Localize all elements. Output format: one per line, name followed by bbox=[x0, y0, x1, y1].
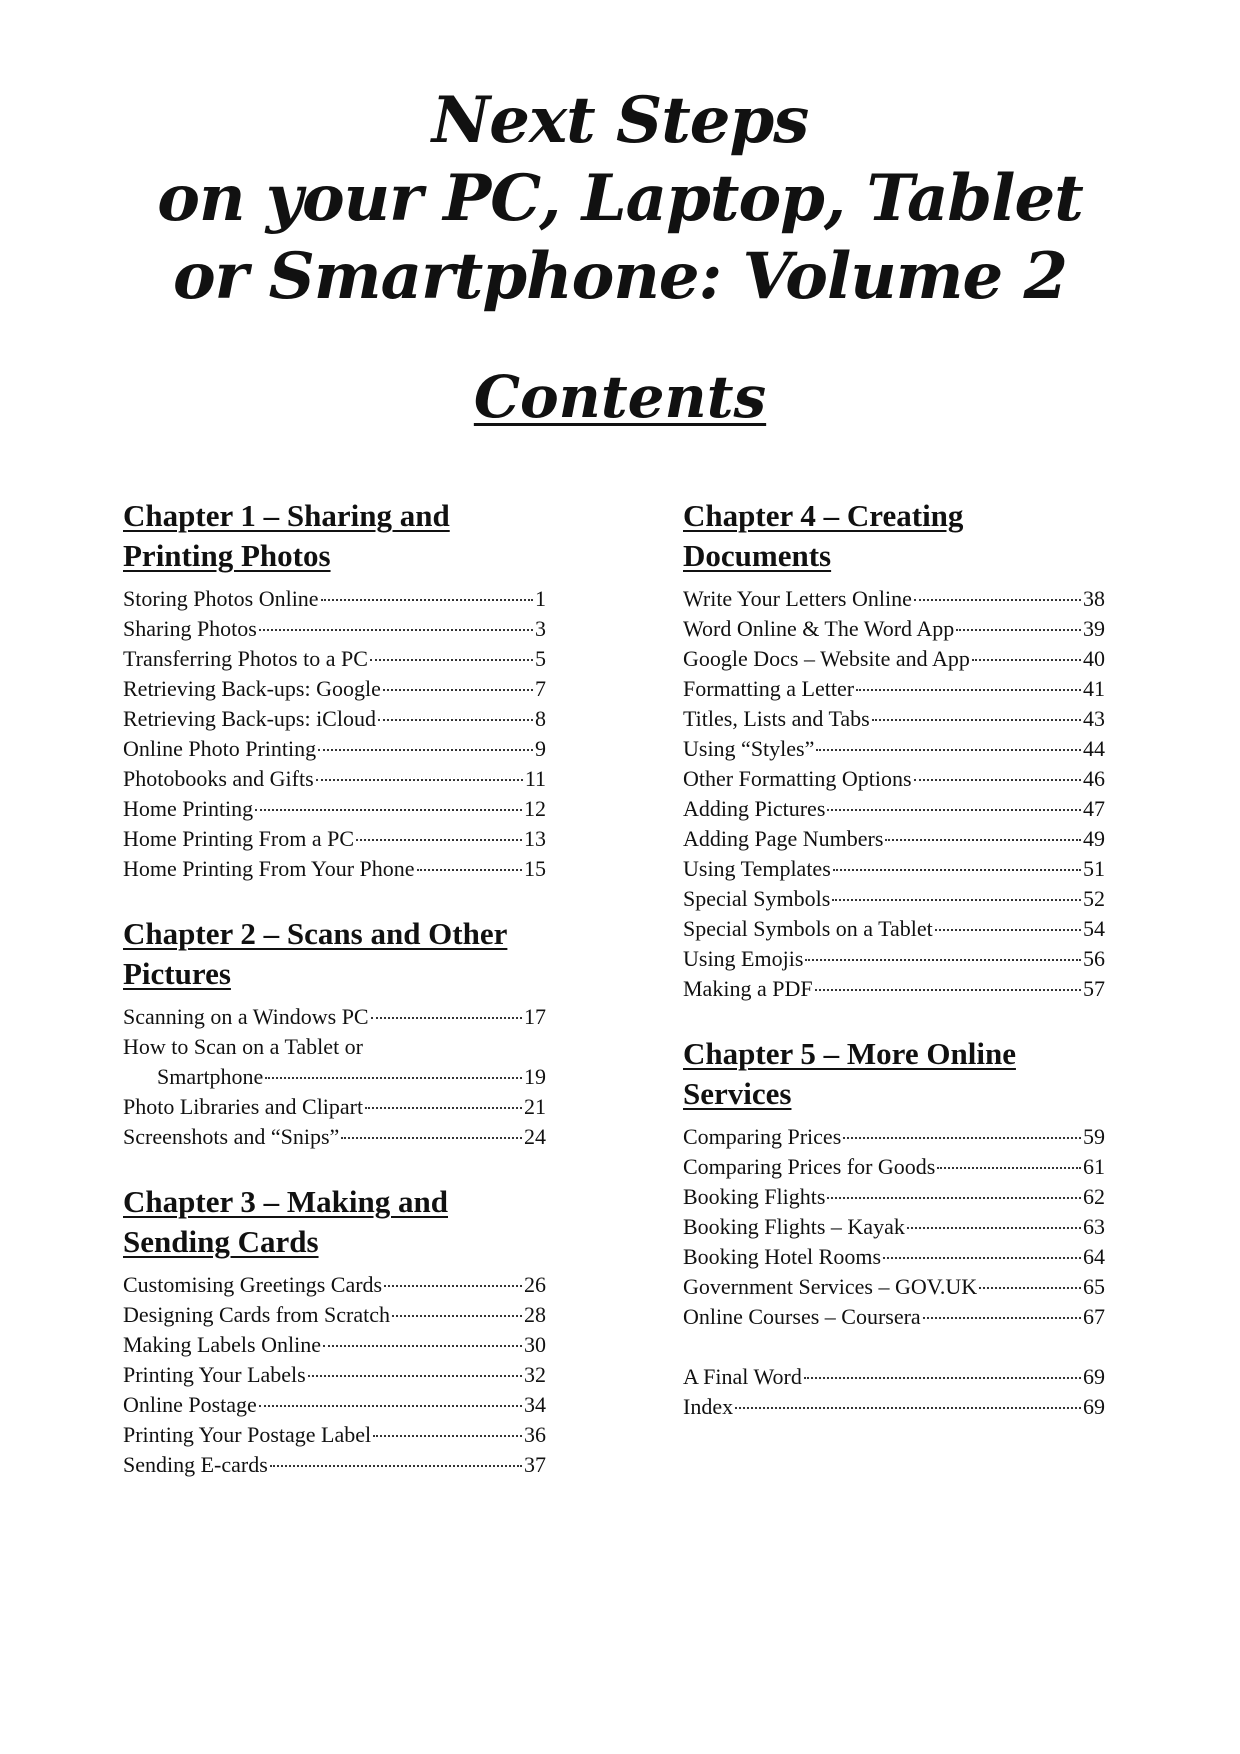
toc-entry-page: 26 bbox=[524, 1272, 546, 1297]
toc-entry-label: Transferring Photos to a PC bbox=[123, 646, 368, 671]
toc-entry-label: Adding Page Numbers bbox=[683, 826, 884, 851]
toc-entry-label: Word Online & The Word App bbox=[683, 616, 955, 641]
dot-leader bbox=[804, 1376, 1081, 1379]
toc-entry[interactable] bbox=[123, 854, 546, 884]
toc-entry-label: Sharing Photos bbox=[123, 616, 257, 641]
toc-entry[interactable] bbox=[123, 734, 546, 764]
dot-leader bbox=[356, 838, 522, 841]
toc-entry-label: Home Printing From a PC bbox=[123, 826, 355, 851]
toc-entry[interactable] bbox=[123, 674, 546, 704]
toc-entry[interactable] bbox=[123, 1330, 546, 1360]
toc-entry[interactable] bbox=[683, 884, 1105, 914]
toc-entries bbox=[123, 1270, 546, 1480]
toc-entry-label: Online Photo Printing bbox=[123, 736, 317, 761]
toc-entry[interactable] bbox=[683, 824, 1105, 854]
title-line-2: on your PC, Laptop, Tablet bbox=[157, 161, 1083, 236]
toc-entry[interactable] bbox=[123, 1270, 546, 1300]
dot-leader bbox=[270, 1464, 522, 1467]
toc-entry-label: Booking Flights bbox=[683, 1184, 826, 1209]
contents-heading-text: Contents bbox=[473, 363, 767, 431]
toc-entry[interactable] bbox=[683, 854, 1105, 884]
dot-leader bbox=[373, 1434, 522, 1437]
toc-entry-page: 17 bbox=[524, 1004, 546, 1029]
dot-leader bbox=[827, 808, 1081, 811]
toc-entry-page: 67 bbox=[1083, 1304, 1105, 1329]
toc-entry-page: 8 bbox=[535, 706, 546, 731]
toc-entry[interactable] bbox=[683, 914, 1105, 944]
toc-entry-label: Retrieving Back-ups: iCloud bbox=[123, 706, 376, 731]
toc-entry-label: A Final Word bbox=[683, 1364, 802, 1389]
book-title bbox=[0, 82, 1240, 316]
toc-entry[interactable] bbox=[683, 944, 1105, 974]
toc-entry-label: Smartphone bbox=[157, 1064, 264, 1089]
toc-entry-page: 5 bbox=[535, 646, 546, 671]
toc-entry-final-word[interactable] bbox=[683, 1362, 1105, 1392]
toc-entry-label: Using Templates bbox=[683, 856, 831, 881]
dot-leader bbox=[914, 598, 1081, 601]
toc-entry-label: Titles, Lists and Tabs bbox=[683, 706, 870, 731]
chapter-heading-line: Printing Photos bbox=[123, 538, 331, 573]
dot-leader bbox=[259, 628, 533, 631]
dot-leader bbox=[318, 748, 533, 751]
toc-entry-label: Printing Your Labels bbox=[123, 1362, 306, 1387]
toc-entry-label: Scanning on a Windows PC bbox=[123, 1004, 369, 1029]
toc-entry[interactable] bbox=[123, 1390, 546, 1420]
toc-entry-label: Designing Cards from Scratch bbox=[123, 1302, 390, 1327]
toc-entry[interactable] bbox=[123, 824, 546, 854]
toc-entry-page: 15 bbox=[524, 856, 546, 881]
dot-leader bbox=[383, 688, 533, 691]
toc-entry[interactable] bbox=[683, 794, 1105, 824]
chapter-heading bbox=[123, 1182, 546, 1262]
dot-leader bbox=[365, 1106, 522, 1109]
toc-entry-label: Screenshots and “Snips” bbox=[123, 1124, 340, 1149]
toc-entry-page: 64 bbox=[1083, 1244, 1105, 1269]
toc-entry-page: 62 bbox=[1083, 1184, 1105, 1209]
toc-entry-label: Making a PDF bbox=[683, 976, 813, 1001]
toc-entry[interactable] bbox=[683, 644, 1105, 674]
toc-entry-label: Using Emojis bbox=[683, 946, 804, 971]
toc-entry-page: 56 bbox=[1083, 946, 1105, 971]
dot-leader bbox=[735, 1406, 1081, 1409]
toc-entry-page: 3 bbox=[535, 616, 546, 641]
toc-entry-page: 65 bbox=[1083, 1274, 1105, 1299]
chapter-4 bbox=[683, 496, 1105, 1004]
dot-leader bbox=[815, 988, 1081, 991]
chapter-heading bbox=[123, 496, 546, 576]
title-line-1: Next Steps bbox=[431, 83, 809, 158]
dot-leader bbox=[316, 778, 523, 781]
toc-entry-page: 34 bbox=[524, 1392, 546, 1417]
toc-entry[interactable] bbox=[123, 614, 546, 644]
toc-entry-page: 57 bbox=[1083, 976, 1105, 1001]
toc-entry-page: 36 bbox=[524, 1422, 546, 1447]
toc-entry-label: Adding Pictures bbox=[683, 796, 826, 821]
toc-entry-label: Home Printing bbox=[123, 796, 254, 821]
toc-entry[interactable] bbox=[123, 1360, 546, 1390]
chapter-heading bbox=[123, 914, 546, 994]
toc-entry-label: Online Courses – Coursera bbox=[683, 1304, 921, 1329]
chapter-heading-line: Chapter 1 – Sharing and bbox=[123, 498, 450, 533]
toc-entry[interactable] bbox=[123, 764, 546, 794]
chapter-2 bbox=[123, 914, 546, 1152]
dot-leader bbox=[816, 748, 1081, 751]
toc-entry-label: Government Services – GOV.UK bbox=[683, 1274, 978, 1299]
toc-entry-label: Special Symbols on a Tablet bbox=[683, 916, 933, 941]
toc-entries bbox=[123, 584, 546, 884]
dot-leader bbox=[956, 628, 1081, 631]
toc-entry-page: 49 bbox=[1083, 826, 1105, 851]
toc-entry-page: 59 bbox=[1083, 1124, 1105, 1149]
toc-entry-page: 69 bbox=[1083, 1394, 1105, 1419]
toc-entry-page: 39 bbox=[1083, 616, 1105, 641]
toc-entry-label: Customising Greetings Cards bbox=[123, 1272, 383, 1297]
toc-entry-page: 1 bbox=[535, 586, 546, 611]
dot-leader bbox=[265, 1076, 522, 1079]
toc-entry-page: 47 bbox=[1083, 796, 1105, 821]
dot-leader bbox=[843, 1136, 1081, 1139]
dot-leader bbox=[384, 1284, 522, 1287]
dot-leader bbox=[259, 1404, 522, 1407]
toc-entry[interactable] bbox=[683, 584, 1105, 614]
toc-entry-label: Sending E-cards bbox=[123, 1452, 268, 1477]
toc-entry-label: How to Scan on a Tablet or bbox=[123, 1034, 364, 1059]
toc-entry[interactable] bbox=[683, 614, 1105, 644]
toc-right-column bbox=[683, 496, 1105, 1422]
toc-entry-label: Index bbox=[683, 1394, 734, 1419]
title-line-3: or Smartphone: Volume 2 bbox=[172, 239, 1068, 314]
dot-leader bbox=[417, 868, 522, 871]
chapter-1 bbox=[123, 496, 546, 884]
toc-entry[interactable] bbox=[123, 1122, 546, 1152]
toc-entry[interactable] bbox=[123, 1062, 546, 1092]
toc-entry-label: Formatting a Letter bbox=[683, 676, 855, 701]
toc-entry-page: 40 bbox=[1083, 646, 1105, 671]
toc-entry-page: 69 bbox=[1083, 1364, 1105, 1389]
toc-entry-label: Booking Hotel Rooms bbox=[683, 1244, 882, 1269]
toc-entry-label: Comparing Prices bbox=[683, 1124, 842, 1149]
toc-entry-page: 28 bbox=[524, 1302, 546, 1327]
dot-leader bbox=[923, 1316, 1081, 1319]
chapter-heading-line: Chapter 3 – Making and bbox=[123, 1184, 448, 1219]
dot-leader bbox=[378, 718, 533, 721]
dot-leader bbox=[341, 1136, 522, 1139]
dot-leader bbox=[914, 778, 1081, 781]
toc-entry[interactable] bbox=[683, 1242, 1105, 1272]
dot-leader bbox=[856, 688, 1081, 691]
toc-entry-label: Google Docs – Website and App bbox=[683, 646, 970, 671]
toc-entries bbox=[683, 1122, 1105, 1332]
toc-entry-page: 9 bbox=[535, 736, 546, 761]
toc-entry[interactable] bbox=[683, 974, 1105, 1004]
toc-entry[interactable] bbox=[683, 704, 1105, 734]
toc-entry[interactable] bbox=[123, 644, 546, 674]
toc-entry-label: Comparing Prices for Goods bbox=[683, 1154, 936, 1179]
dot-leader bbox=[323, 1344, 522, 1347]
dot-leader bbox=[885, 838, 1081, 841]
dot-leader bbox=[370, 658, 533, 661]
toc-entry-page: 44 bbox=[1083, 736, 1105, 761]
toc-entry[interactable] bbox=[683, 674, 1105, 704]
toc-entry[interactable] bbox=[683, 734, 1105, 764]
chapter-heading-line: Chapter 2 – Scans and Other bbox=[123, 916, 508, 951]
toc-entry-page: 51 bbox=[1083, 856, 1105, 881]
dot-leader bbox=[805, 958, 1081, 961]
toc-entry-page: 38 bbox=[1083, 586, 1105, 611]
toc-entry[interactable] bbox=[123, 1092, 546, 1122]
toc-entry-label: Making Labels Online bbox=[123, 1332, 321, 1357]
toc-entry-label: Using “Styles” bbox=[683, 736, 815, 761]
toc-entry[interactable] bbox=[683, 1272, 1105, 1302]
toc-entry[interactable] bbox=[123, 1420, 546, 1450]
dot-leader bbox=[883, 1256, 1081, 1259]
contents-heading bbox=[0, 362, 1240, 432]
toc-entry-page: 43 bbox=[1083, 706, 1105, 731]
toc-entry[interactable] bbox=[683, 1212, 1105, 1242]
toc-entry-page: 37 bbox=[524, 1452, 546, 1477]
toc-entry-label: Online Postage bbox=[123, 1392, 257, 1417]
toc-entry-label: Photobooks and Gifts bbox=[123, 766, 314, 791]
toc-entry-label: Special Symbols bbox=[683, 886, 831, 911]
dot-leader bbox=[907, 1226, 1081, 1229]
dot-leader bbox=[833, 868, 1081, 871]
toc-entry-page: 13 bbox=[524, 826, 546, 851]
toc-entry[interactable] bbox=[123, 794, 546, 824]
toc-entry-label: Storing Photos Online bbox=[123, 586, 319, 611]
toc-entry[interactable] bbox=[683, 764, 1105, 794]
toc-entry-label: Photo Libraries and Clipart bbox=[123, 1094, 364, 1119]
toc-entries bbox=[683, 584, 1105, 1004]
toc-entry-label: Home Printing From Your Phone bbox=[123, 856, 415, 881]
toc-entry-label: Booking Flights – Kayak bbox=[683, 1214, 905, 1239]
toc-entry-page: 63 bbox=[1083, 1214, 1105, 1239]
toc-entry-page: 11 bbox=[524, 766, 546, 791]
toc-entry-page: 19 bbox=[524, 1064, 546, 1089]
dot-leader bbox=[937, 1166, 1081, 1169]
toc-entry-label: Retrieving Back-ups: Google bbox=[123, 676, 381, 701]
dot-leader bbox=[979, 1286, 1081, 1289]
dot-leader bbox=[308, 1374, 522, 1377]
toc-entry-page: 12 bbox=[524, 796, 546, 821]
final-entries bbox=[683, 1362, 1105, 1422]
dot-leader bbox=[371, 1016, 522, 1019]
chapter-heading-line: Sending Cards bbox=[123, 1224, 319, 1259]
dot-leader bbox=[872, 718, 1081, 721]
chapter-heading: Chapter 5 – More Online Services bbox=[683, 1036, 1016, 1111]
toc-entry-page: 30 bbox=[524, 1332, 546, 1357]
dot-leader bbox=[972, 658, 1081, 661]
toc-entry-page: 61 bbox=[1083, 1154, 1105, 1179]
toc-entries bbox=[123, 1002, 546, 1152]
dot-leader bbox=[832, 898, 1081, 901]
toc-entry-page: 21 bbox=[524, 1094, 546, 1119]
toc-entry-page: 52 bbox=[1083, 886, 1105, 911]
toc-entry[interactable] bbox=[683, 1302, 1105, 1332]
dot-leader bbox=[321, 598, 533, 601]
dot-leader bbox=[935, 928, 1081, 931]
chapter-3 bbox=[123, 1182, 546, 1480]
toc-entry[interactable] bbox=[123, 1450, 546, 1480]
chapter-heading-line: Pictures bbox=[123, 956, 231, 991]
toc-entry-label: Other Formatting Options bbox=[683, 766, 912, 791]
chapter-heading: Chapter 4 – Creating Documents bbox=[683, 498, 964, 573]
toc-entry[interactable] bbox=[123, 584, 546, 614]
toc-entry-label: Write Your Letters Online bbox=[683, 586, 912, 611]
dot-leader bbox=[827, 1196, 1081, 1199]
toc-entry-page: 24 bbox=[524, 1124, 546, 1149]
toc-entry-index[interactable] bbox=[683, 1392, 1105, 1422]
toc-entry[interactable] bbox=[123, 704, 546, 734]
dot-leader bbox=[392, 1314, 522, 1317]
toc-entry[interactable] bbox=[683, 1182, 1105, 1212]
toc-entry[interactable] bbox=[123, 1032, 546, 1062]
chapter-5 bbox=[683, 1034, 1105, 1332]
toc-entry-page: 41 bbox=[1083, 676, 1105, 701]
toc-entry[interactable] bbox=[683, 1122, 1105, 1152]
toc-entry[interactable] bbox=[683, 1152, 1105, 1182]
toc-entry-page: 7 bbox=[535, 676, 546, 701]
toc-entry-page: 32 bbox=[524, 1362, 546, 1387]
toc-left-column bbox=[123, 496, 546, 1510]
toc-entry-page: 54 bbox=[1083, 916, 1105, 941]
toc-entry[interactable] bbox=[123, 1002, 546, 1032]
toc-entry-label: Printing Your Postage Label bbox=[123, 1422, 372, 1447]
dot-leader bbox=[255, 808, 522, 811]
toc-entry-page: 46 bbox=[1083, 766, 1105, 791]
toc-entry[interactable] bbox=[123, 1300, 546, 1330]
